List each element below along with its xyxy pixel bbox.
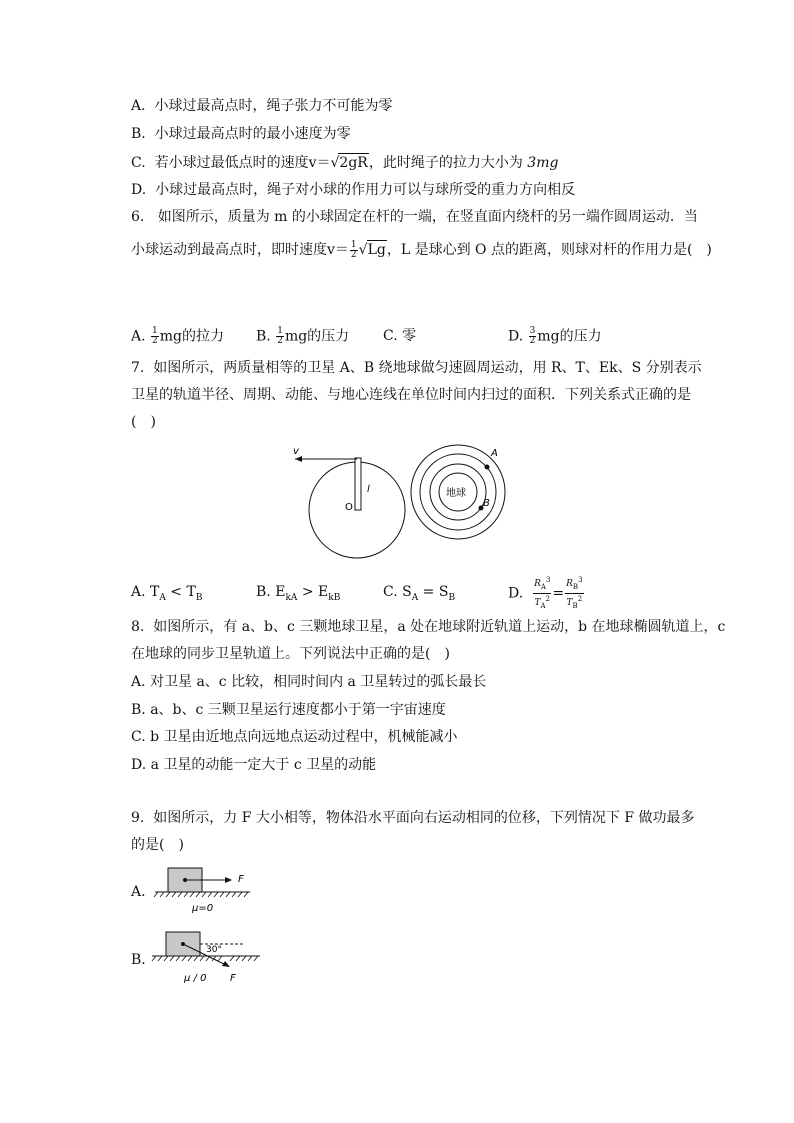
- svg-text:μ=0: μ=0: [192, 903, 214, 914]
- q5-option-b: B. 小球过最高点时的最小速度为零: [131, 126, 351, 142]
- satellite-A: [485, 465, 490, 470]
- label-B: B: [483, 498, 490, 509]
- q5-option-c: C. 若小球过最低点时的速度v＝√2gR，此时绳子的拉力大小为 3mg: [131, 155, 559, 171]
- q8-option-c: C. b 卫星由近地点向远地点运动过程中，机械能减小: [131, 729, 458, 745]
- q9-figure-b: [150, 930, 280, 985]
- q6-option-c: C. 零: [383, 328, 417, 344]
- svg-text:μ / 0: μ / 0: [184, 973, 207, 984]
- q5-option-a: A. 小球过最高点时，绳子张力不可能为零: [131, 98, 393, 114]
- q7-stem-line1: 7. 如图所示，两质量相等的卫星 A、B 绕地球做匀速圆周运动，用 R、T、Ek、S 分别表示: [131, 360, 702, 376]
- q9-stem-line1: 9. 如图所示，力 F 大小相等，物体沿水平面向右运动相同的位移，下列情况下 F 做功最多: [131, 810, 695, 826]
- q7-figure: [285, 440, 545, 570]
- svg-text:F: F: [230, 973, 236, 984]
- label-earth: 地球: [446, 488, 466, 499]
- label-l: l: [367, 484, 370, 495]
- q8-stem-line2: 在地球的同步卫星轨道上。下列说法中正确的是( ): [131, 646, 450, 662]
- q8-option-b: B. a、b、c 三颗卫星运行速度都小于第一宇宙速度: [131, 702, 446, 718]
- q7-stem-line3: ( ): [131, 414, 156, 430]
- q7-stem-line2: 卫星的轨道半径、周期、动能、与地心连线在单位时间内扫过的面积．下列关系式正确的是: [131, 387, 691, 403]
- q8-option-d: D. a 卫星的动能一定大于 c 卫星的动能: [131, 757, 377, 773]
- q6-stem-line1: 6. 如图所示，质量为 m 的小球固定在杆的一端，在竖直面内绕杆的另一端作圆周运动．当: [131, 209, 698, 225]
- q6-option-b: B. $\frac{1}{2}$ mg的压力: [256, 326, 350, 346]
- label-A: A: [491, 448, 498, 459]
- q5-option-d: D. 小球过最高点时，绳子对小球的作用力可以与球所受的重力方向相反: [131, 182, 576, 198]
- q6-fraction: $\frac{1}{2}$: [350, 239, 357, 260]
- q9-option-b-label: B.: [131, 952, 146, 968]
- q7-option-d: D. $\frac{R_A^3}{T_A^2}$ = $\frac{R_B^3}{T_B^2}$: [508, 576, 583, 610]
- svg-text:30°: 30°: [206, 945, 222, 955]
- label-v: v: [293, 446, 299, 457]
- sqrt-sign: √: [358, 242, 368, 258]
- q9-stem-line2: 的是( ): [131, 837, 184, 853]
- q6-option-d: D. $\frac{3}{2}$ mg的压力: [508, 326, 602, 346]
- q9-option-a-label: A.: [131, 884, 146, 900]
- q8-stem-line1: 8. 如图所示，有 a、b、c 三颗地球卫星，a 处在地球附近轨道上运动，b 在地球椭圆轨道上，c: [131, 619, 726, 635]
- force-arrow-a: [225, 877, 232, 883]
- q7-option-c: C. $S_A = S_B$: [383, 584, 456, 603]
- q7-option-b: B. $E_{kA} > E_{kB}$: [256, 584, 341, 603]
- svg-text:F: F: [238, 874, 244, 885]
- q9-figure-a: [150, 866, 280, 916]
- q6-stem-line2: 小球运动到最高点时，即时速度v＝ $\frac{1}{2}$ √Lg，L 是球心到 O 点的距离，则球对杆的作用力是( ): [131, 239, 712, 260]
- label-O: O: [345, 502, 353, 513]
- q7-option-a: A. $T_A < T_B$: [131, 584, 203, 603]
- q8-option-a: A. 对卫星 a、c 比较，相同时间内 a 卫星转过的弧长最长: [131, 674, 487, 690]
- sqrt-sign: √: [330, 155, 340, 171]
- q6-option-a: A. $\frac{1}{2}$ mg的拉力: [131, 326, 224, 346]
- rod: [355, 458, 361, 510]
